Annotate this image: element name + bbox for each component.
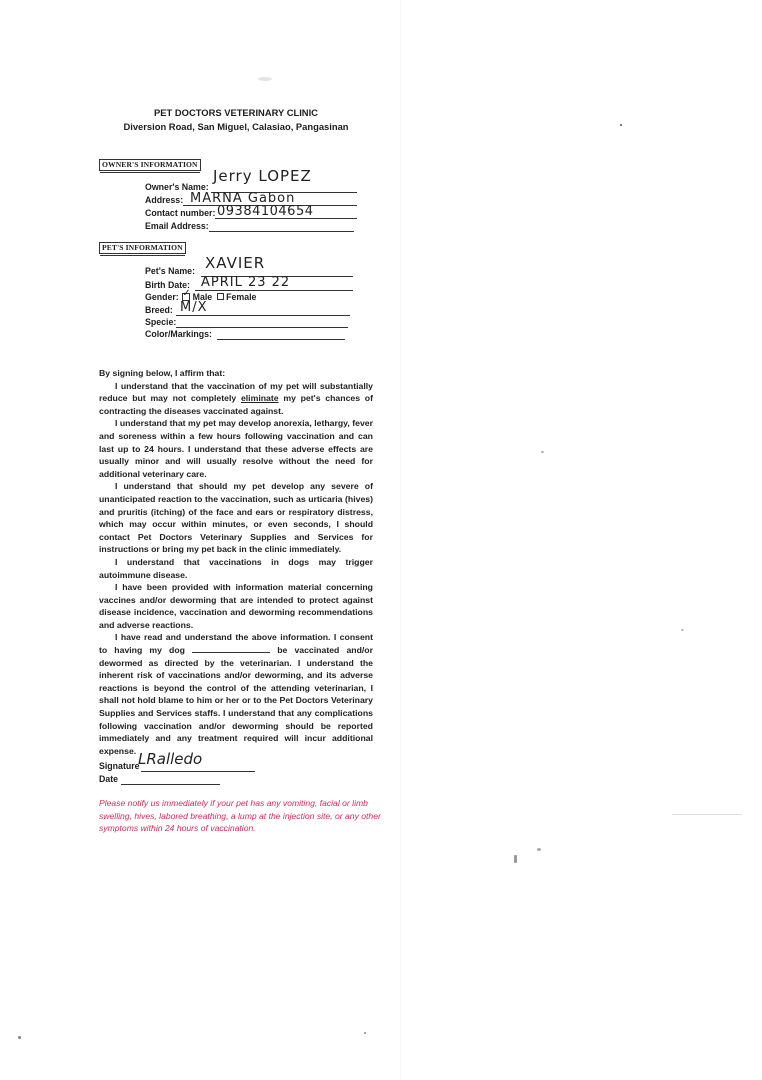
signature-value: LRalledo <box>138 750 203 768</box>
clinic-name: PET DOCTORS VETERINARY CLINIC <box>154 107 318 118</box>
birth-date-value: APRIL 23 22 <box>201 275 291 290</box>
pet-section-heading: PET'S INFORMATION <box>99 242 186 254</box>
gender-female-checkbox[interactable] <box>217 293 224 300</box>
owner-name-label: Owner's Name: <box>145 182 209 192</box>
owner-section-heading: OWNER'S INFORMATION <box>99 159 201 171</box>
address-value: MARNA Gabon <box>190 191 296 206</box>
scan-speck <box>681 629 684 631</box>
check-icon: ✓ <box>182 288 191 299</box>
consent-paragraph-5: I have been provided with information material concerning vaccines and/or deworming that are intended to protect against disease incidence, vaccination and deworming recommendations and adverse reactions. <box>99 582 373 630</box>
breed-value: M/X <box>180 300 208 315</box>
gender-label: Gender: <box>145 292 179 302</box>
dog-name-blank[interactable] <box>192 644 270 653</box>
scan-smudge <box>258 77 272 81</box>
consent-paragraph-6: I have read and understand the above information. I consent to having my dog be vaccinated and/or dewormed as directed by the veterinarian. I understand the inherent risk of vaccinations and/or deworming, and its adverse reactions is beyond the control of the attending veterinarian, I shall not hold blame to him or her or to the Pet Doctors Veterinary Supplies and Services staffs. I understand that any complications following vaccination and/or deworming should be reported immediately and any treatment required will incur additional expense. <box>99 632 373 756</box>
address-label: Address: <box>145 195 184 205</box>
consent-intro: By signing below, I affirm that: <box>99 368 226 378</box>
email-address-field[interactable] <box>145 220 209 233</box>
contact-number-field[interactable] <box>145 207 215 220</box>
scan-speck <box>514 855 517 863</box>
scan-speck <box>18 1036 21 1039</box>
specie-label: Specie: <box>145 317 177 327</box>
consent-paragraph-1: I understand that the vaccination of my pet will substantially reduce but may not completely eliminate my pet's chances of contracting the diseases vaccinated against. <box>99 380 373 416</box>
color-markings-field[interactable] <box>145 328 212 341</box>
consent-paragraph-2: I understand that my pet may develop anorexia, lethargy, fever and soreness within a few hours following vaccination and can last up to 24 hours. I understand that these adverse effects are usually minor and will usually resolve without the need for additional veterinary care. <box>99 418 373 479</box>
pet-name-label: Pet's Name: <box>145 266 196 276</box>
consent-paragraph-4: I understand that vaccinations in dogs may trigger autoimmune disease. <box>99 556 373 580</box>
gender-female-label: Female <box>226 292 257 302</box>
contact-number-label: Contact number: <box>145 208 216 218</box>
signature-field[interactable] <box>99 760 140 773</box>
date-field[interactable] <box>99 773 118 786</box>
pet-name-field[interactable] <box>145 265 195 278</box>
aftercare-notice: Please notify us immediately if your pet has any vomiting, facial or limb swelling, hives, labored breathing, a lump at the injection site, or any other symptoms within 24 hours of vaccination. <box>99 798 381 834</box>
address-field[interactable] <box>145 194 183 207</box>
clinic-address: Diversion Road, San Miguel, Calasiao, Pangasinan <box>123 121 349 132</box>
eliminate-word: eliminate <box>240 393 279 404</box>
signature-label: Signature <box>99 761 140 771</box>
clinic-header <box>0 106 472 134</box>
scan-speck <box>537 848 541 851</box>
date-label: Date <box>99 774 119 784</box>
gender-male-label: Male <box>192 292 213 302</box>
email-address-label: Email Address: <box>145 221 209 231</box>
consent-paragraph-3: I understand that should my pet develop any severe of unanticipated reaction to the vaccination, such as urticaria (hives) and pruritis (itching) of the face and ears or respiratory distress, which may occur within minutes, or even seconds, I should contact Pet Doctors Veterinary Supplies and Services for instructions or bring my pet back in the clinic immediately. <box>99 481 373 555</box>
birth-date-label: Birth Date: <box>145 280 190 290</box>
contact-number-value: 09384104654 <box>217 204 314 219</box>
consent-text <box>99 367 373 757</box>
scan-speck <box>364 1032 366 1034</box>
pet-name-value: XAVIER <box>205 254 266 272</box>
breed-label: Breed: <box>145 305 173 315</box>
owner-name-value: Jerry LOPEZ <box>213 167 312 185</box>
scan-line <box>672 814 742 815</box>
page-fold <box>400 0 401 1080</box>
scan-speck <box>620 124 622 126</box>
color-markings-label: Color/Markings: <box>145 329 212 339</box>
scan-speck <box>541 451 544 453</box>
